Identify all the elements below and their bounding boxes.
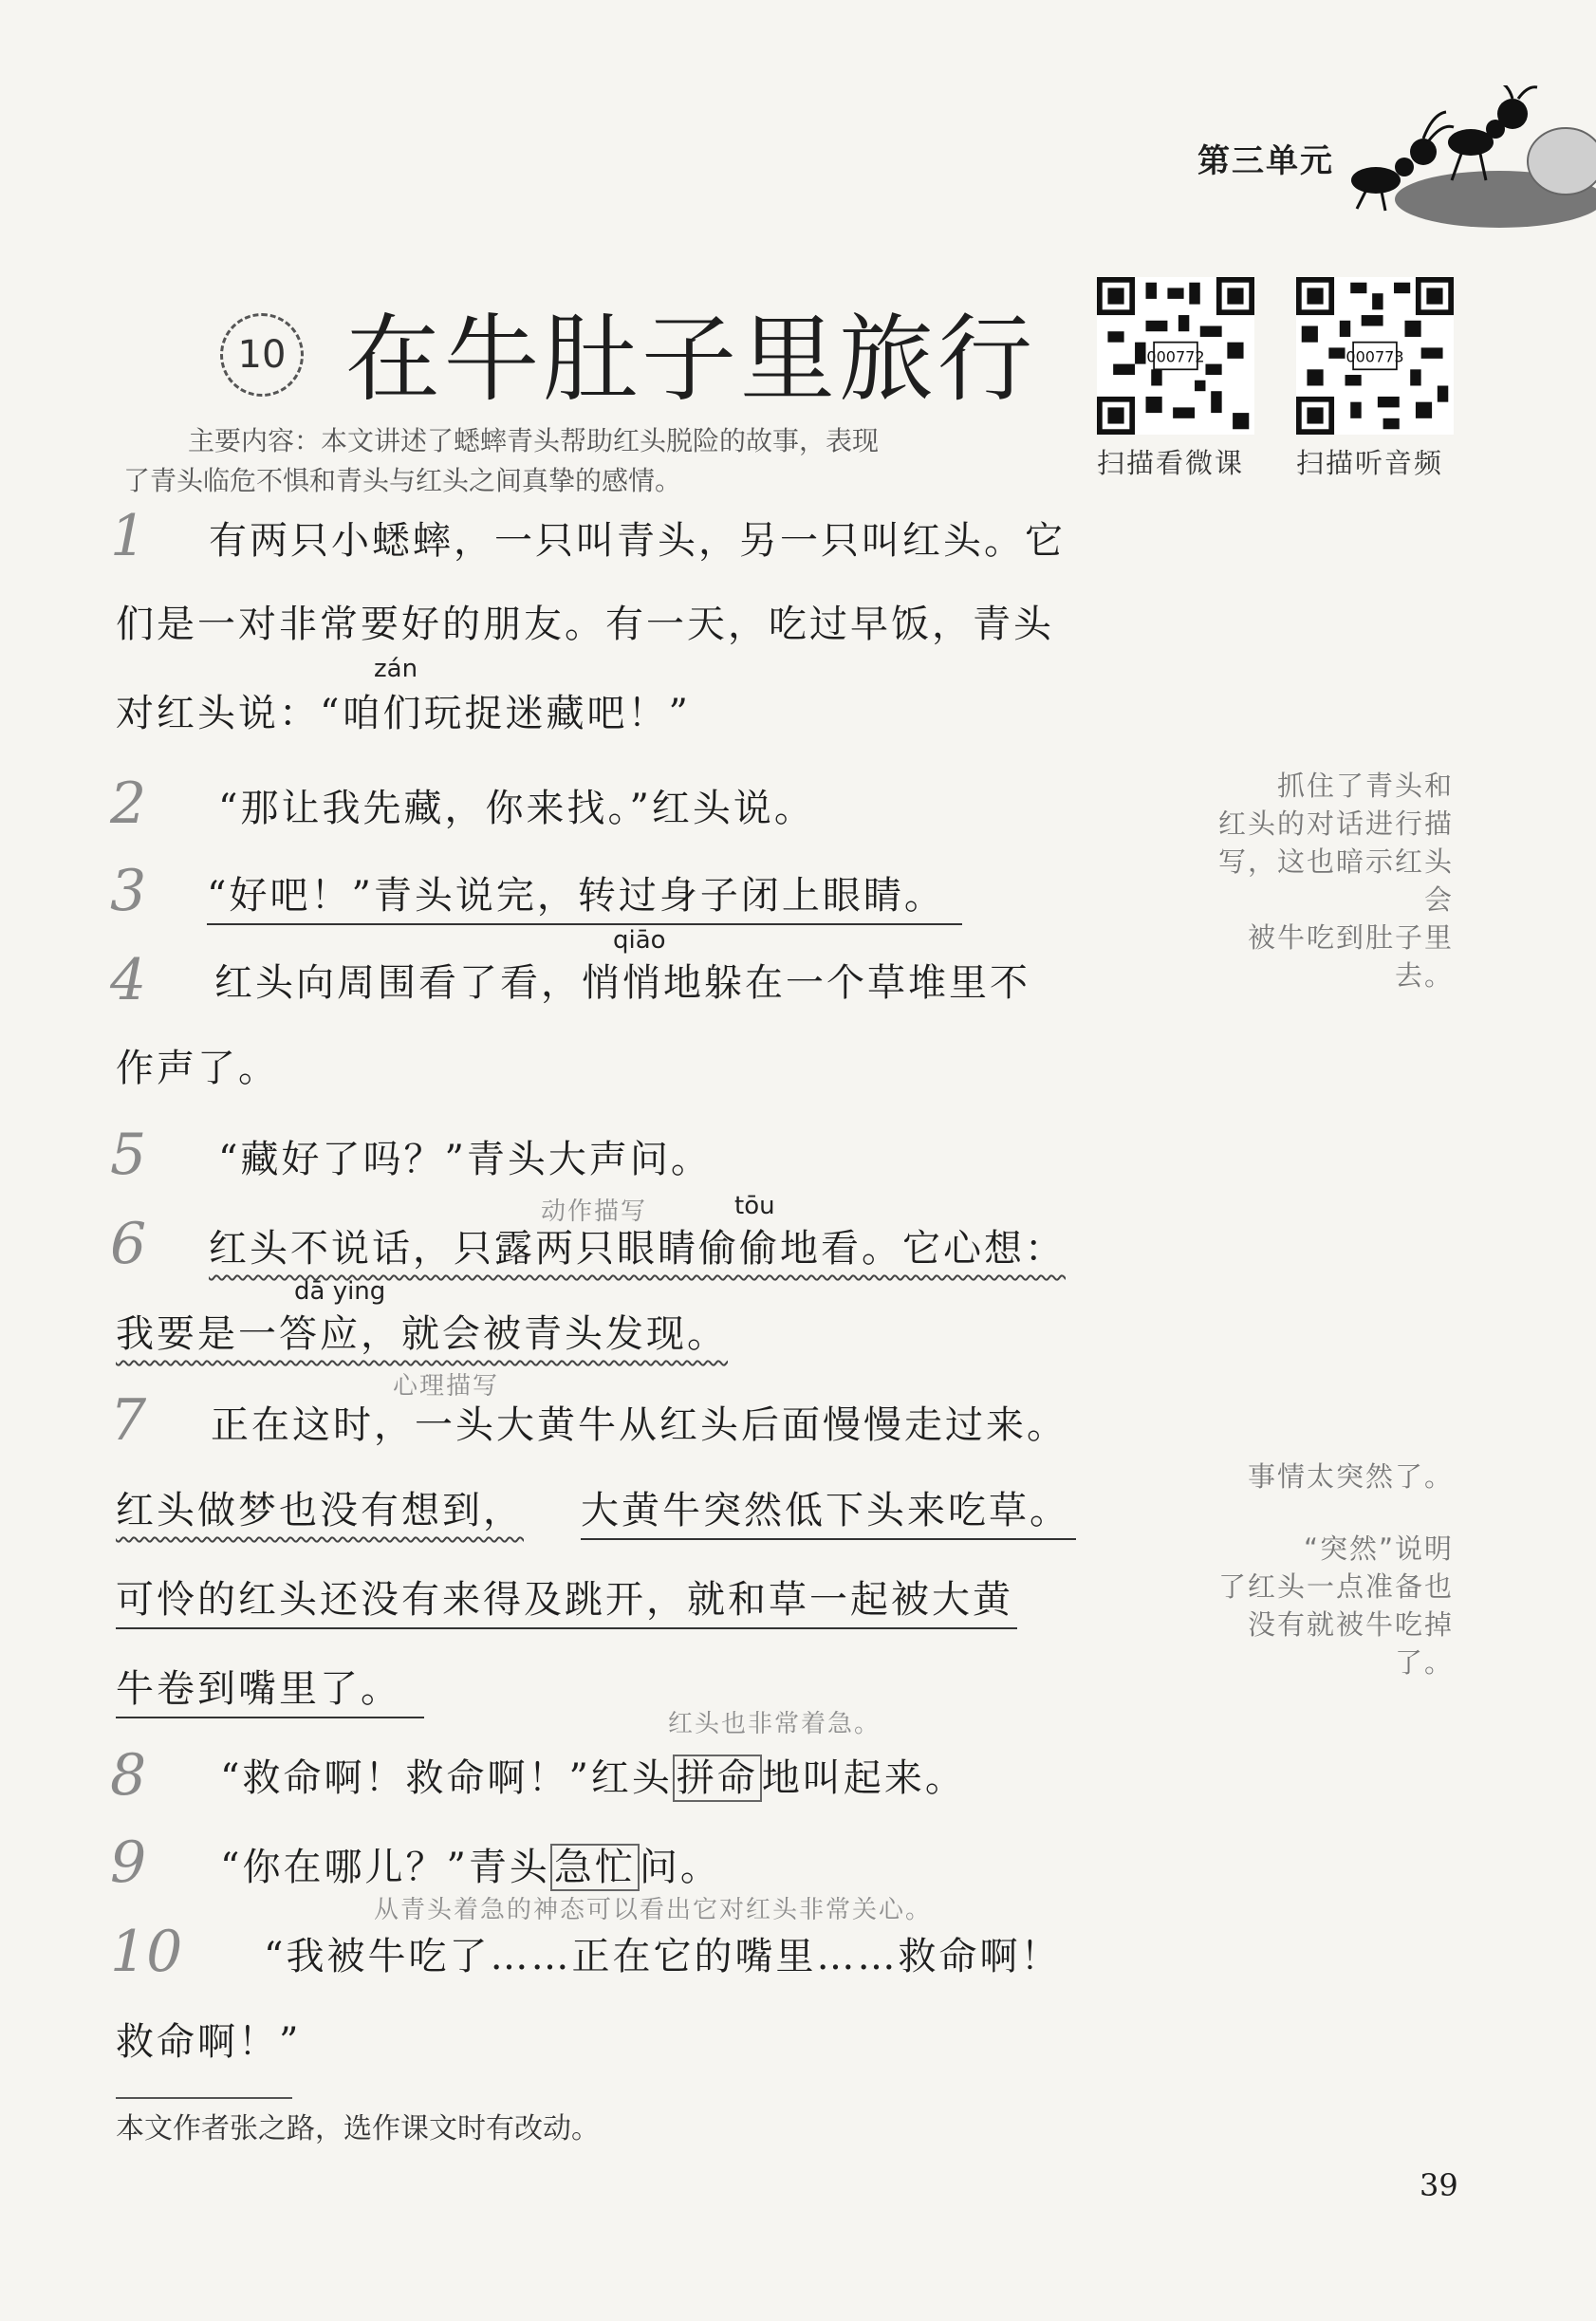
annotation: 动作描写 xyxy=(541,1198,648,1226)
text-line: 作声了。 xyxy=(116,1047,279,1090)
lesson-title: 在牛肚子里旅行 xyxy=(345,304,1036,415)
page-number: 39 xyxy=(1420,2167,1458,2203)
side-note xyxy=(1197,1530,1454,1681)
text-line: 红头向周围看了看，悄悄地躲在一个草堆里不 xyxy=(214,961,1030,1005)
paragraph-number: 5 xyxy=(110,1122,147,1188)
underlined-sentence: 大黄牛突然低下头来吃草。 xyxy=(581,1480,1076,1540)
paragraph-number: 7 xyxy=(110,1387,147,1454)
paragraph-number: 3 xyxy=(110,858,147,924)
lesson-number: 10 xyxy=(220,313,304,397)
qr-caption-video: 扫描看微课 xyxy=(1097,447,1245,479)
pinyin: zán xyxy=(374,655,418,683)
annotation: 心理描写 xyxy=(393,1372,500,1401)
text-line: 救命啊！” xyxy=(116,2020,302,2064)
paragraph-number: 9 xyxy=(110,1829,147,1896)
qr-code-label: 000772 xyxy=(1146,347,1205,366)
side-note-line: 写，这也暗示红头会 xyxy=(1217,845,1454,916)
side-note-line: 没有就被牛吃掉了。 xyxy=(1247,1608,1454,1679)
text-fragment: 地叫起来。 xyxy=(761,1756,966,1800)
footnote-divider xyxy=(116,2097,292,2099)
text-line: 正在这时，一头大黄牛从红头后面慢慢走过来。 xyxy=(211,1403,1067,1447)
qr-code-icon[interactable] xyxy=(1296,277,1454,435)
side-note-line: 了红头一点准备也 xyxy=(1217,1570,1454,1603)
text-line: “我被牛吃了……正在它的嘴里……救命啊！ xyxy=(264,1935,1062,1978)
side-note-line: 被牛吃到肚子里去。 xyxy=(1247,921,1454,992)
paragraph-number: 8 xyxy=(110,1742,147,1809)
wavy-underlined-sentence: 我要是一答应，就会被青头发现。 xyxy=(116,1312,728,1356)
pinyin: qiāo xyxy=(613,926,666,955)
boxed-word: 拼命 xyxy=(673,1755,762,1802)
text-line: 有两只小蟋蟀，一只叫青头，另一只叫红头。它 xyxy=(209,519,1066,563)
side-note-line: 抓住了青头和 xyxy=(1276,770,1454,802)
qr-code-icon[interactable] xyxy=(1097,277,1254,435)
qr-code-label: 000773 xyxy=(1345,347,1404,366)
qr-caption-audio: 扫描听音频 xyxy=(1296,447,1444,479)
paragraph-number: 1 xyxy=(110,503,147,569)
text-line: “藏好了吗？”青头大声问。 xyxy=(218,1138,712,1181)
pinyin: tōu xyxy=(734,1192,775,1220)
text-fragment: “救命啊！救命啊！”红头 xyxy=(220,1756,673,1800)
summary-line: 主要内容：本文讲述了蟋蟀青头帮助红头脱险的故事，表现 xyxy=(188,425,880,456)
wavy-underlined-sentence: 红头做梦也没有想到， xyxy=(116,1489,524,1532)
annotation: 从青头着急的神态可以看出它对红头非常关心。 xyxy=(374,1896,933,1924)
text-line: “那让我先藏，你来找。”红头说。 xyxy=(218,787,815,830)
wavy-underlined-sentence: 红头不说话，只露两只眼睛偷偷地看。它心想： xyxy=(209,1227,1066,1271)
text-line: 对红头说：“咱们玩捉迷藏吧！” xyxy=(116,692,691,735)
side-note-line: 红头的对话进行描 xyxy=(1217,808,1454,840)
paragraph-number: 6 xyxy=(110,1211,147,1277)
paragraph-number: 10 xyxy=(110,1919,183,1985)
unit-title: 第三单元 xyxy=(1197,142,1334,180)
annotation: 红头也非常着急。 xyxy=(668,1710,882,1738)
underlined-sentence: 可怜的红头还没有来得及跳开，就和草一起被大黄 xyxy=(116,1569,1017,1629)
lesson-summary xyxy=(123,421,1034,501)
side-note: 事情太突然了。 xyxy=(1247,1460,1454,1493)
underlined-sentence: “好吧！”青头说完，转过身子闭上眼睛。 xyxy=(207,865,962,925)
boxed-word: 急忙 xyxy=(550,1844,640,1891)
text-fragment: 问。 xyxy=(639,1846,721,1889)
paragraph-number: 2 xyxy=(110,771,147,837)
side-note-line: “突然”说明 xyxy=(1303,1532,1454,1565)
paragraph-number: 4 xyxy=(110,947,147,1013)
text-line xyxy=(220,1748,966,1802)
underlined-sentence: 牛卷到嘴里了。 xyxy=(116,1659,424,1718)
pinyin: dā ying xyxy=(294,1277,386,1306)
summary-line: 了青头临危不惧和青头与红头之间真挚的感情。 xyxy=(123,465,682,496)
text-line: 们是一对非常要好的朋友。有一天，吃过早饭，青头 xyxy=(116,603,1054,646)
ants-illustration-icon xyxy=(1328,85,1596,237)
footnote: 本文作者张之路，选作课文时有改动。 xyxy=(116,2112,600,2145)
side-note xyxy=(1197,767,1454,994)
text-line xyxy=(220,1837,721,1891)
text-fragment: “你在哪儿？”青头 xyxy=(220,1846,550,1889)
